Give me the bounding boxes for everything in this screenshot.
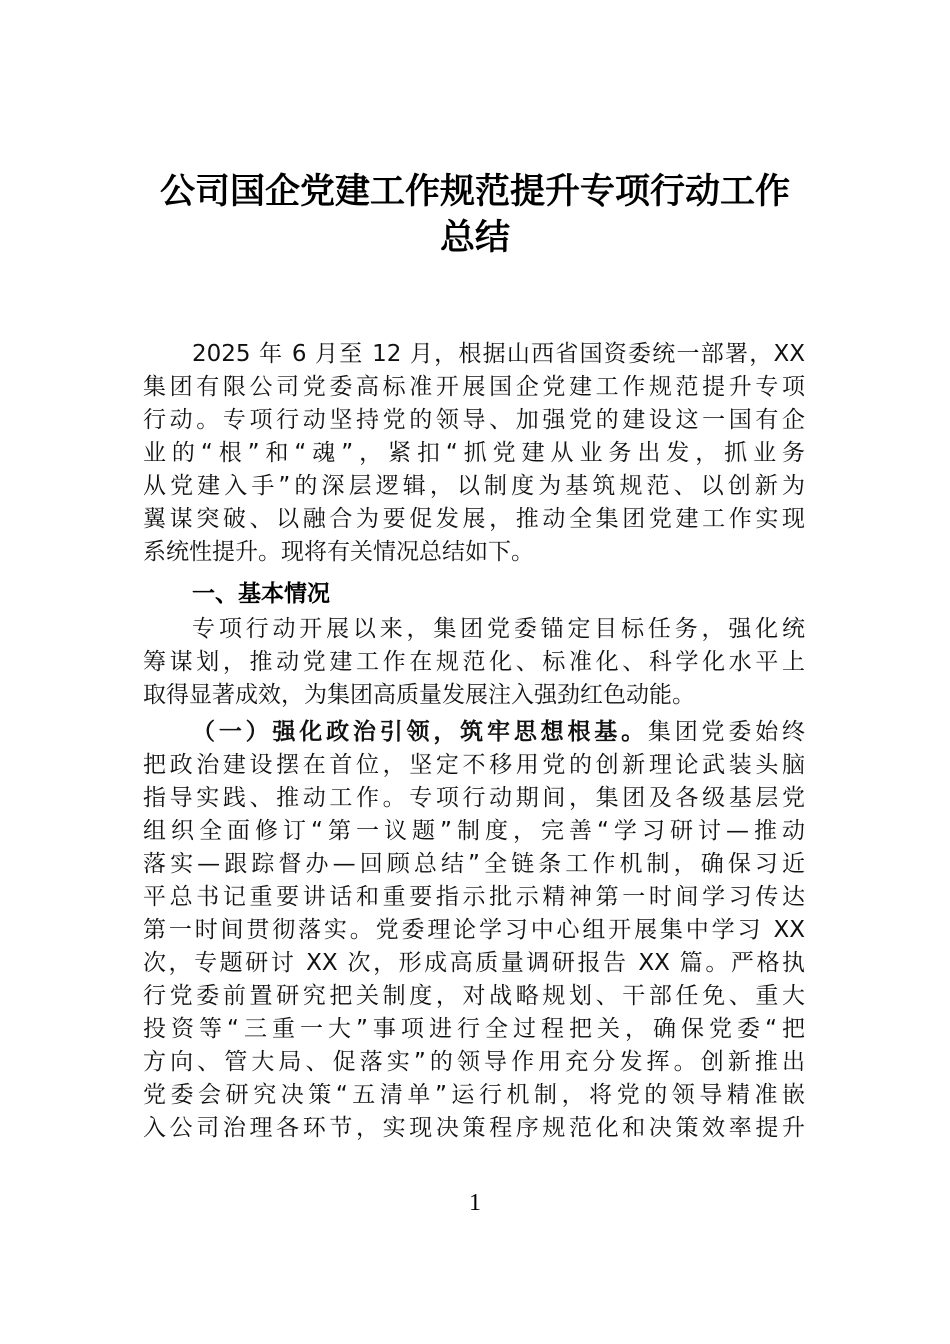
section-heading: 一、基本情况	[192, 581, 330, 607]
page-number: 1	[469, 1190, 481, 1216]
paragraph-first-line	[192, 717, 805, 747]
paragraph-line: 筹谋划，推动党建工作在规范化、标准化、科学化水平上	[143, 649, 805, 675]
document-title-line-1: 公司国企党建工作规范提升专项行动工作	[159, 171, 790, 212]
paragraph-text: 集团党委始终	[647, 719, 806, 745]
paragraph-line: 行动。专项行动坚持党的领导、加强党的建设这一国有企	[143, 407, 805, 433]
paragraph-line: 翼谋突破、以融合为要促发展，推动全集团党建工作实现	[143, 506, 805, 532]
paragraph-line: 行党委前置研究把关制度，对战略规划、干部任免、重大	[143, 983, 805, 1009]
paragraph-line: 方向、管大局、促落实”的领导作用充分发挥。创新推出	[143, 1049, 805, 1075]
paragraph-line: 2025 年 6 月至 12 月，根据山西省国资委统一部署，XX	[192, 341, 805, 367]
paragraph-line: 组织全面修订“第一议题”制度，完善“学习研讨—推动	[143, 818, 805, 844]
paragraph-line: 从党建入手”的深层逻辑，以制度为基筑规范、以创新为	[143, 473, 805, 499]
paragraph-line: 集团有限公司党委高标准开展国企党建工作规范提升专项	[143, 374, 805, 400]
document-title-line-2: 总结	[439, 217, 510, 258]
paragraph-line: 落实—跟踪督办—回顾总结”全链条工作机制，确保习近	[143, 851, 805, 877]
paragraph-line: 次，专题研讨 XX 次，形成高质量调研报告 XX 篇。严格执	[143, 950, 805, 976]
paragraph-line: 投资等“三重一大”事项进行全过程把关，确保党委“把	[143, 1016, 805, 1042]
paragraph-line: 第一时间贯彻落实。党委理论学习中心组开展集中学习 XX	[143, 917, 805, 943]
paragraph-line: 平总书记重要讲话和重要指示批示精神第一时间学习传达	[143, 884, 805, 910]
paragraph-line: 系统性提升。现将有关情况总结如下。	[143, 539, 534, 565]
paragraph-line: 专项行动开展以来，集团党委锚定目标任务，强化统	[192, 616, 805, 642]
paragraph-line: 业的“根”和“魂”，紧扣“抓党建从业务出发，抓业务	[143, 440, 805, 466]
paragraph-line: 指导实践、推动工作。专项行动期间，集团及各级基层党	[143, 785, 805, 811]
paragraph-line: 取得显著成效，为集团高质量发展注入强劲红色动能。	[143, 682, 695, 708]
paragraph-line: 入公司治理各环节，实现决策程序规范化和决策效率提升	[143, 1115, 805, 1141]
paragraph-line: 党委会研究决策“五清单”运行机制，将党的领导精准嵌	[143, 1082, 805, 1108]
paragraph-line: 把政治建设摆在首位，坚定不移用党的创新理论武装头脑	[143, 752, 805, 778]
subsection-heading: （一）强化政治引领，筑牢思想根基。	[192, 719, 648, 745]
